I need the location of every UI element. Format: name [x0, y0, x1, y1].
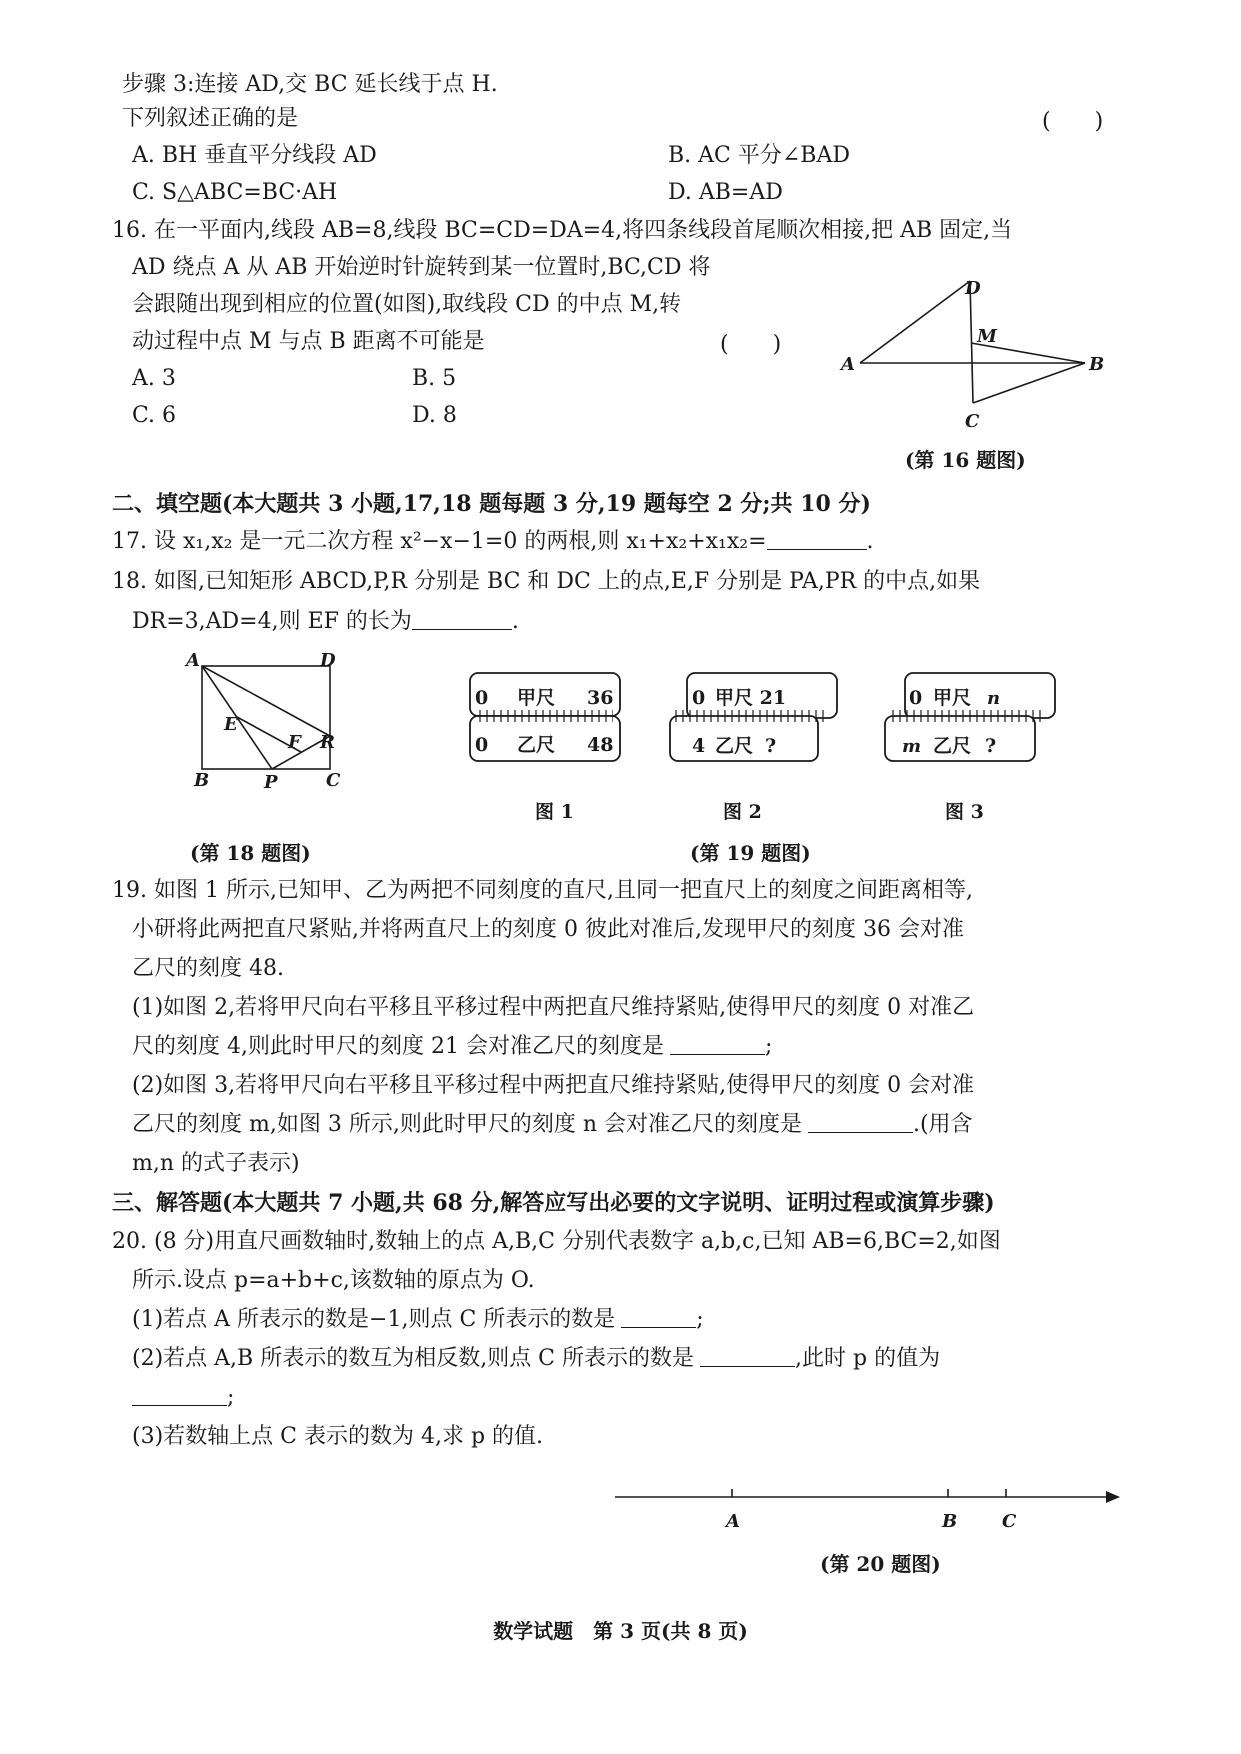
q19-line-8: m,n 的式子表示): [132, 1151, 300, 1176]
q19-fig3-yi-m: m: [902, 736, 922, 757]
q15-option-d: D. AB=AD: [668, 180, 783, 205]
q15-option-c: C. S△ABC=BC·AH: [132, 180, 338, 205]
q20-part2-p-blank: [132, 1383, 227, 1406]
q16-option-c: C. 6: [132, 403, 177, 428]
q19-fig1-jia-zero: 0: [475, 687, 489, 709]
q19-line-1: 19. 如图 1 所示,已知甲、乙为两把不同刻度的直尺,且同一把直尺上的刻度之间距离相等,: [112, 878, 973, 903]
q15-answer-paren: ( ): [1042, 109, 1104, 134]
q19-part1-end: ;: [764, 1034, 773, 1059]
q17-text: 17. 设 x₁,x₂ 是一元二次方程 x²−x−1=0 的两根,则 x₁+x₂+x₁x₂=: [112, 529, 767, 554]
q20-line-5: [132, 1383, 234, 1413]
q20-part1-blank: [621, 1305, 696, 1328]
q19-caption: (第 19 题图): [690, 841, 811, 865]
q16-line-2: AD 绕点 A 从 AB 开始逆时针旋转到某一位置时,BC,CD 将: [132, 255, 711, 280]
q19-figure: [465, 668, 1185, 828]
q20-part1-end: ;: [696, 1307, 704, 1332]
q19-part1-blank: [670, 1032, 765, 1055]
q19-line-7: [132, 1110, 973, 1140]
q19-fig2-label: 图 2: [723, 801, 762, 823]
q20-label-c: C: [1002, 1511, 1017, 1532]
q19-fig2-jia-zero: 0: [692, 687, 706, 709]
q16-segment-dc: [970, 281, 973, 403]
q17-line: [112, 527, 874, 557]
q20-line-6: (3)若数轴上点 C 表示的数为 4,求 p 的值.: [132, 1424, 544, 1449]
q16-caption: (第 16 题图): [905, 448, 1026, 472]
q15-stem: 下列叙述正确的是: [122, 106, 299, 131]
q19-fig3-yi-name: 乙尺: [933, 735, 972, 757]
q19-line-6: (2)如图 3,若将甲尺向右平移且平移过程中两把直尺维持紧贴,使得甲尺的刻度 0 会对准: [132, 1073, 975, 1098]
page-footer: 数学试题 第 3 页(共 8 页): [493, 1619, 748, 1643]
q16-line-1: 16. 在一平面内,线段 AB=8,线段 BC=CD=DA=4,将四条线段首尾顺次相接,把 AB 固定,当: [112, 218, 1013, 243]
q18-rectangle-abcd: [202, 666, 330, 769]
q18-label-e: E: [224, 714, 238, 735]
q18-line-2: [132, 607, 519, 637]
q20-part2-text: (2)若点 A,B 所表示的数互为相反数,则点 C 所表示的数是: [132, 1346, 695, 1371]
q19-fig1-yi-name: 乙尺: [517, 734, 556, 756]
q19-part1-text: 尺的刻度 4,则此时甲尺的刻度 21 会对准乙尺的刻度是: [132, 1034, 664, 1059]
q19-part2-text: 乙尺的刻度 m,如图 3 所示,则此时甲尺的刻度 n 会对准乙尺的刻度是: [132, 1112, 802, 1137]
q18-text: DR=3,AD=4,则 EF 的长为: [132, 609, 412, 634]
q15-option-b: B. AC 平分∠BAD: [668, 143, 850, 168]
q19-fig2-ticks: [675, 710, 825, 722]
q19-fig3-yi-question: ?: [985, 735, 997, 757]
q20-part2-end: ;: [227, 1385, 235, 1410]
q20-part2-blank: [700, 1344, 795, 1367]
q20-part2-mid: ,此时 p 的值为: [795, 1346, 941, 1371]
q19-part2-end: .(用含: [912, 1112, 973, 1137]
q19-fig2-jia-label: 甲尺 21: [715, 687, 787, 709]
q18-label-c: C: [326, 770, 341, 791]
q20-line-1: 20. (8 分)用直尺画数轴时,数轴上的点 A,B,C 分别代表数字 a,b,c,已知 AB=6,BC=2,如图: [112, 1229, 1001, 1254]
section-2-title: 二、填空题(本大题共 3 小题,17,18 题每题 3 分,19 题每空 2 分;共 10 分): [112, 491, 871, 517]
q18-label-d: D: [320, 650, 336, 671]
q19-line-4: (1)如图 2,若将甲尺向右平移且平移过程中两把直尺维持紧贴,使得甲尺的刻度 0 对准乙: [132, 995, 975, 1020]
q19-line-5: [132, 1032, 772, 1062]
q18-caption: (第 18 题图): [190, 841, 311, 865]
q19-fig1-jia-name: 甲尺: [517, 687, 556, 709]
q18-label-b: B: [194, 770, 210, 791]
q16-label-a: A: [841, 354, 855, 375]
q19-fig2-yi-name: 乙尺: [715, 735, 754, 757]
q16-figure: [835, 275, 1115, 445]
q20-line-3: [132, 1305, 704, 1335]
q19-fig1: [470, 673, 620, 823]
q19-fig2: [670, 673, 837, 823]
q16-line-3: 会跟随出现到相应的位置(如图),取线段 CD 的中点 M,转: [132, 292, 682, 317]
q18-label-r: R: [320, 732, 335, 753]
q16-label-b: B: [1089, 354, 1105, 375]
q16-answer-paren: ( ): [720, 332, 782, 357]
q18-end: .: [511, 609, 519, 634]
q20-number-line: [610, 1485, 1130, 1545]
q16-segment-ad: [860, 281, 970, 363]
q19-fig1-jia-36: 36: [587, 687, 614, 709]
q18-figure: [180, 648, 360, 793]
q16-label-c: C: [965, 411, 980, 432]
q16-label-d: D: [965, 278, 981, 299]
q19-fig1-yi-zero: 0: [475, 734, 489, 756]
q20-axis-arrow: [1106, 1491, 1120, 1503]
q16-option-a: A. 3: [132, 366, 176, 391]
q18-answer-blank: [412, 607, 512, 630]
q20-line-4: [132, 1344, 940, 1374]
q15-option-a: A. BH 垂直平分线段 AD: [132, 143, 377, 168]
q19-fig1-label: 图 1: [535, 801, 574, 823]
q19-fig2-yi-4: 4: [692, 735, 706, 757]
q15-step3: 步骤 3:连接 AD,交 BC 延长线于点 H.: [122, 72, 498, 97]
q18-label-p: P: [264, 772, 278, 793]
q19-fig2-yi-question: ?: [765, 735, 777, 757]
q16-line-4: 动过程中点 M 与点 B 距离不可能是: [132, 329, 485, 354]
q16-option-b: B. 5: [412, 366, 457, 391]
q20-label-b: B: [942, 1511, 958, 1532]
q20-label-a: A: [726, 1511, 740, 1532]
q19-fig3: [885, 673, 1055, 823]
q19-line-2: 小研将此两把直尺紧贴,并将两直尺上的刻度 0 彼此对准后,发现甲尺的刻度 36 会对准: [132, 917, 964, 942]
q16-segment-cb: [973, 363, 1085, 403]
q16-label-m: M: [977, 326, 997, 347]
q17-end: .: [866, 529, 874, 554]
q19-fig3-jia-n: n: [987, 688, 1001, 709]
q20-part1-text: (1)若点 A 所表示的数是−1,则点 C 所表示的数是: [132, 1307, 616, 1332]
q18-segment-ar: [202, 666, 330, 736]
q19-line-3: 乙尺的刻度 48.: [132, 956, 284, 981]
q19-fig1-ticks: [477, 710, 613, 722]
q19-fig3-label: 图 3: [945, 801, 984, 823]
q18-label-a: A: [186, 650, 200, 671]
section-3-title: 三、解答题(本大题共 7 小题,共 68 分,解答应写出必要的文字说明、证明过程或演算步骤): [112, 1190, 995, 1216]
q19-part2-blank: [808, 1110, 913, 1133]
q20-caption: (第 20 题图): [820, 1552, 941, 1576]
q20-line-2: 所示.设点 p=a+b+c,该数轴的原点为 O.: [132, 1268, 535, 1293]
q19-fig3-jia-zero: 0: [909, 687, 923, 709]
q16-option-d: D. 8: [412, 403, 457, 428]
q19-fig1-yi-48: 48: [587, 734, 614, 756]
q18-line-1: 18. 如图,已知矩形 ABCD,P,R 分别是 BC 和 DC 上的点,E,F 分别是 PA,PR 的中点,如果: [112, 569, 981, 594]
q19-fig3-jia-name: 甲尺: [933, 687, 972, 709]
q17-answer-blank: [767, 527, 867, 550]
q19-fig3-ticks: [890, 710, 1045, 722]
q18-label-f: F: [288, 732, 301, 753]
